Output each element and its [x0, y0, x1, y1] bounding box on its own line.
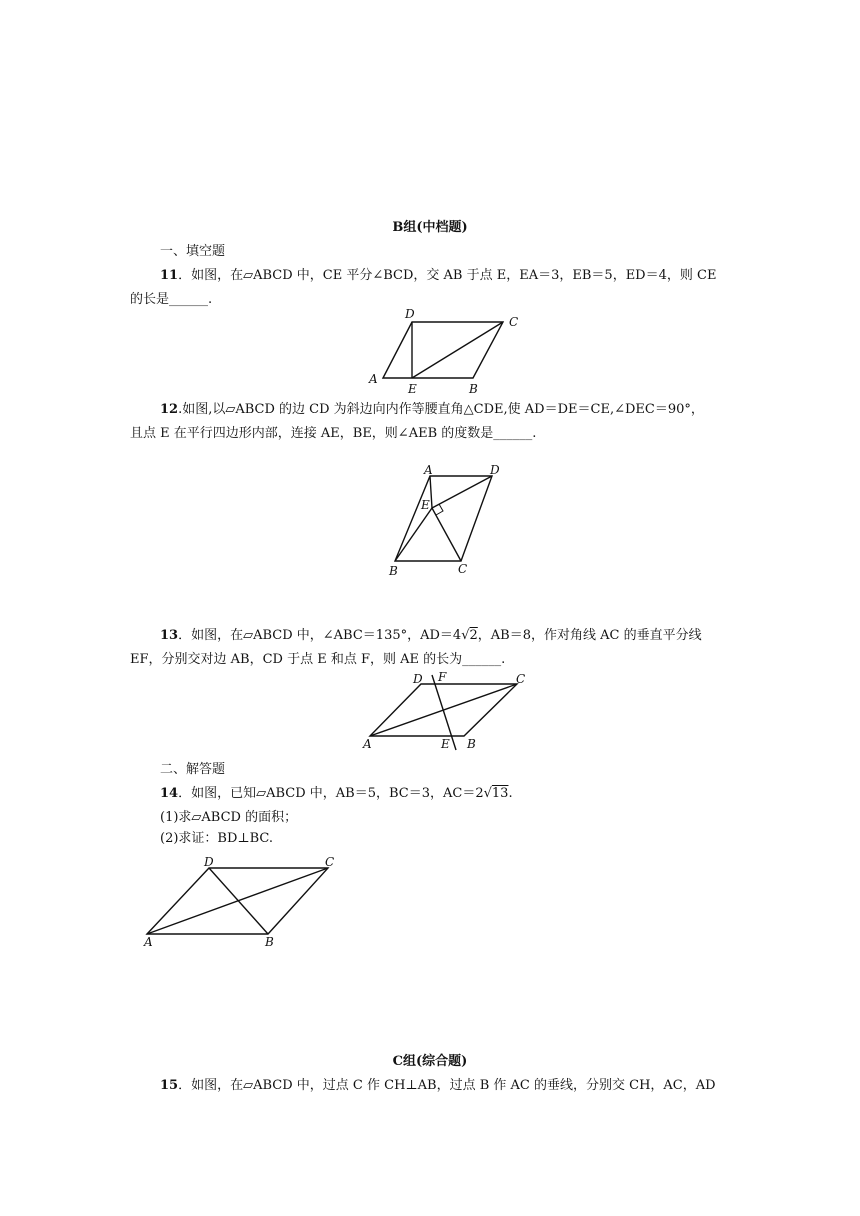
- label-d: D: [490, 463, 500, 477]
- diagonal-bd: [209, 868, 268, 934]
- question-15-line1: [160, 1076, 716, 1096]
- label-d: D: [405, 307, 415, 321]
- label-c: C: [516, 672, 526, 686]
- question-text: ．如图，在▱ABCD 中，∠ABC＝135°，AD＝4: [178, 628, 462, 643]
- question-number: 11: [160, 268, 179, 283]
- q13-figure: [360, 670, 540, 755]
- label-b: B: [389, 564, 398, 578]
- section-b-title: B组(中档题): [392, 220, 468, 235]
- q12-figure: [380, 460, 520, 585]
- question-text: .: [508, 786, 513, 801]
- q11-figure: [360, 305, 540, 400]
- question-11-line2: 的长是______.: [130, 292, 213, 307]
- parallelogram-abcd: [383, 322, 503, 378]
- diagonal-ac: [147, 868, 328, 934]
- question-14-line1: [160, 784, 513, 804]
- question-text: ，AB＝8，作对角线 AC 的垂直平分线: [477, 628, 702, 643]
- q14-figure: [135, 850, 355, 960]
- label-a: A: [369, 372, 378, 386]
- label-b: B: [467, 737, 476, 751]
- segment-ec: [432, 508, 461, 561]
- section-c-title: C组(综合题): [392, 1054, 468, 1069]
- question-text: .如图,以▱ABCD 的边 CD 为斜边向内作等腰直角△CDE,使 AD＝DE＝CE,∠DEC＝90°，: [178, 402, 704, 417]
- label-c: C: [509, 315, 519, 329]
- label-e: E: [408, 382, 417, 396]
- label-a: A: [424, 463, 433, 477]
- sqrt-value: 13: [491, 786, 509, 801]
- label-b: B: [469, 382, 478, 396]
- sqrt-value: 2: [469, 628, 478, 643]
- question-14-sub1: (1)求▱ABCD 的面积；: [160, 810, 298, 825]
- sqrt-sign: √: [461, 628, 470, 643]
- fill-in-heading: 一、填空题: [160, 244, 226, 259]
- segment-ce: [412, 322, 503, 378]
- question-number: 13: [160, 628, 179, 643]
- answer-heading: 二、解答题: [160, 762, 226, 777]
- question-12-line2: 且点 E 在平行四边形内部，连接 AE，BE，则∠AEB 的度数是______.: [130, 426, 537, 441]
- label-a: A: [144, 935, 153, 949]
- question-number: 15: [160, 1078, 179, 1093]
- question-text: ．如图，在▱ABCD 中，过点 C 作 CH⊥AB，过点 B 作 AC 的垂线，分别交 CH，AC，AD: [178, 1078, 716, 1093]
- question-text: ．如图，在▱ABCD 中，CE 平分∠BCD，交 AB 于点 E，EA＝3，EB＝5，ED＝4，则 CE: [178, 268, 717, 283]
- question-12-line1: [160, 400, 704, 420]
- question-13-line1: [160, 626, 702, 646]
- question-11-line1: [160, 266, 716, 286]
- label-c: C: [325, 855, 335, 869]
- label-a: A: [363, 737, 372, 751]
- question-13-line2: EF，分别交对边 AB，CD 于点 E 和点 F，则 AE 的长为______.: [130, 652, 506, 667]
- question-number: 12: [160, 402, 179, 417]
- label-e: E: [421, 498, 430, 512]
- question-14-sub2: (2)求证：BD⊥BC.: [160, 831, 274, 846]
- label-f: F: [438, 670, 447, 684]
- segment-ae: [430, 476, 432, 508]
- question-text: ．如图，已知▱ABCD 中，AB＝5，BC＝3，AC＝2: [178, 786, 484, 801]
- label-b: B: [265, 935, 274, 949]
- label-e: E: [441, 737, 450, 751]
- segment-ed: [432, 476, 492, 508]
- sqrt-sign: √: [483, 786, 492, 801]
- label-d: D: [204, 855, 214, 869]
- question-number: 14: [160, 786, 179, 801]
- label-d: D: [413, 672, 423, 686]
- parallelogram-abcd: [395, 476, 492, 561]
- label-c: C: [458, 562, 468, 576]
